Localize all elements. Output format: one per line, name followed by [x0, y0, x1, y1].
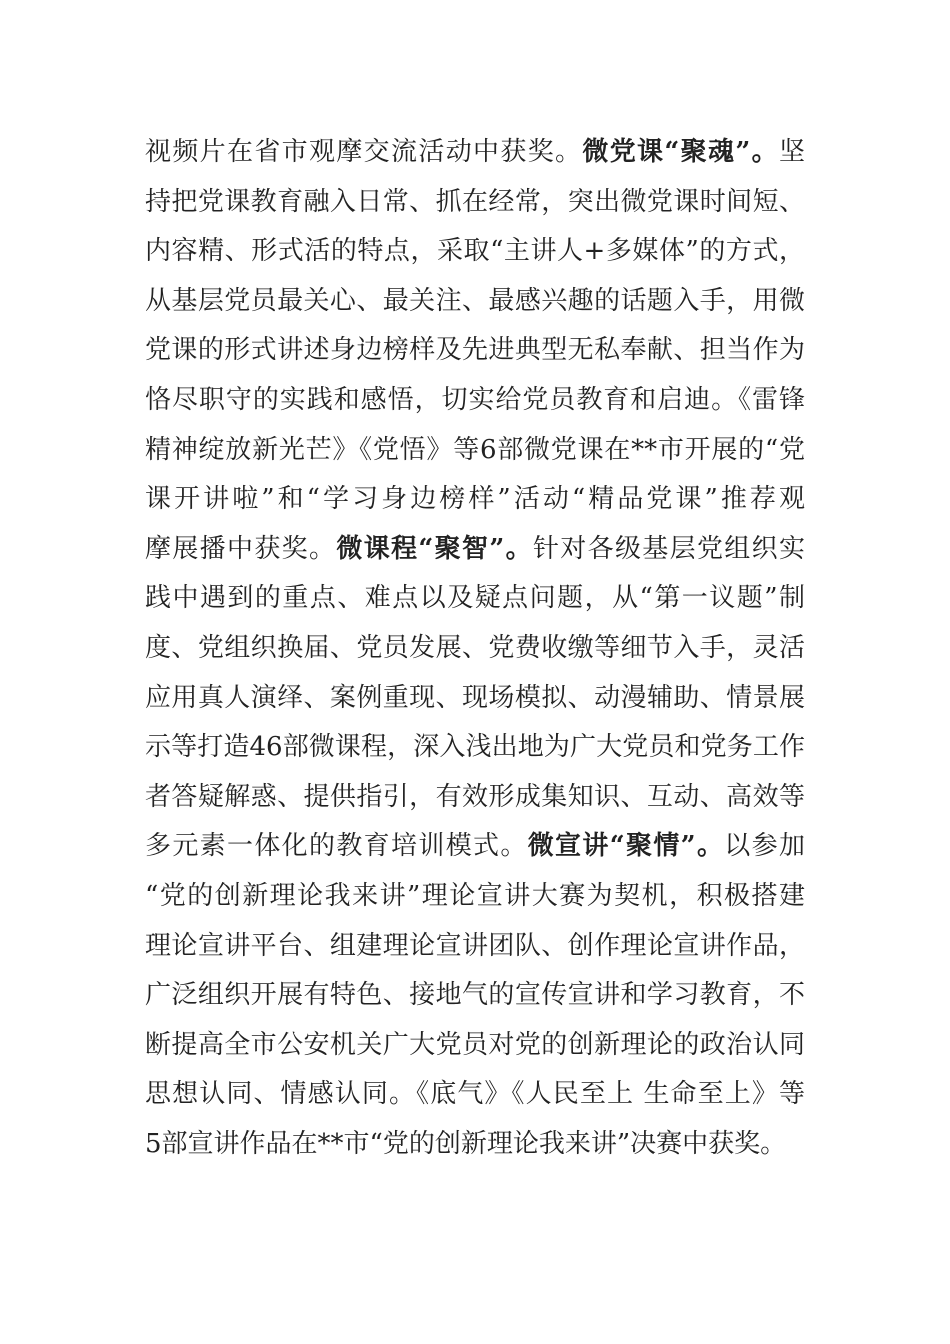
text-segment: 践中遇到的重点、难点以及疑点问题，从“第一议题”制 [145, 583, 805, 614]
text-line [145, 624, 805, 674]
text-line [145, 773, 805, 823]
text-segment: 应用真人演绎、案例重现、现场模拟、动漫辅助、情景展 [145, 682, 805, 713]
text-line [145, 227, 805, 277]
text-line [145, 674, 805, 724]
text-line [145, 723, 805, 773]
text-line [145, 822, 805, 872]
bold-heading-text: 微宣讲“聚情”。 [527, 831, 725, 862]
text-segment: 针对各级基层党组织实 [532, 533, 805, 564]
text-line [145, 277, 805, 327]
text-segment: 多元素一体化的教育培训模式。 [145, 831, 528, 862]
text-line [145, 574, 805, 624]
text-segment: “党的创新理论我来讲”理论宣讲大赛为契机，积极搭建 [145, 880, 805, 911]
text-line [145, 1070, 805, 1120]
text-segment: 坚 [778, 137, 805, 167]
text-segment: 精神绽放新光芒》《党悟》等6部微党课在**市开展的“党 [145, 434, 805, 465]
text-segment: 理论宣讲平台、组建理论宣讲团队、创作理论宣讲作品， [145, 930, 805, 961]
text-segment: 广泛组织开展有特色、接地气的宣传宣讲和学习教育，不 [145, 980, 805, 1011]
text-segment: 内容精、形式活的特点，采取“主讲人+多媒体”的方式， [145, 236, 805, 267]
text-line [145, 178, 805, 228]
text-line [145, 1120, 805, 1170]
text-line [145, 376, 805, 426]
text-line [145, 1021, 805, 1071]
text-line [145, 128, 805, 178]
text-segment: 视频片在省市观摩交流活动中获奖。 [145, 137, 583, 167]
bold-heading-text: 微课程“聚智”。 [336, 533, 533, 564]
text-segment: 课开讲啦”和“学习身边榜样”活动“精品党课”推荐观 [145, 484, 805, 515]
text-line [145, 525, 805, 575]
text-segment: 示等打造46部微课程，深入浅出地为广大党员和党务工作 [145, 732, 805, 763]
text-line [145, 971, 805, 1021]
text-segment: 摩展播中获奖。 [145, 533, 337, 564]
text-segment: 党课的形式讲述身边榜样及先进典型无私奉献、担当作为 [145, 335, 805, 366]
text-segment: 持把党课教育融入日常、抓在经常，突出微党课时间短、 [145, 186, 805, 217]
text-segment: 断提高全市公安机关广大党员对党的创新理论的政治认同 [145, 1029, 805, 1060]
bold-heading-text: 微党课“聚魂”。 [582, 137, 779, 167]
text-segment: 以参加 [724, 831, 805, 862]
body-paragraph [145, 128, 805, 1169]
text-line [145, 426, 805, 476]
text-line [145, 326, 805, 376]
text-segment: 5部宣讲作品在**市“党的创新理论我来讲”决赛中获奖。 [145, 1128, 787, 1159]
text-segment: 从基层党员最关心、最关注、最感兴趣的话题入手，用微 [145, 285, 805, 316]
text-line [145, 475, 805, 525]
text-line [145, 922, 805, 972]
text-segment: 度、党组织换届、党员发展、党费收缴等细节入手，灵活 [145, 632, 805, 663]
text-segment: 恪尽职守的实践和感悟，切实给党员教育和启迪。《雷锋 [145, 384, 805, 415]
text-line [145, 872, 805, 922]
text-segment: 者答疑解惑、提供指引，有效形成集知识、互动、高效等 [145, 781, 805, 812]
text-segment: 思想认同、情感认同。《底气》《人民至上 生命至上》等 [145, 1079, 805, 1110]
